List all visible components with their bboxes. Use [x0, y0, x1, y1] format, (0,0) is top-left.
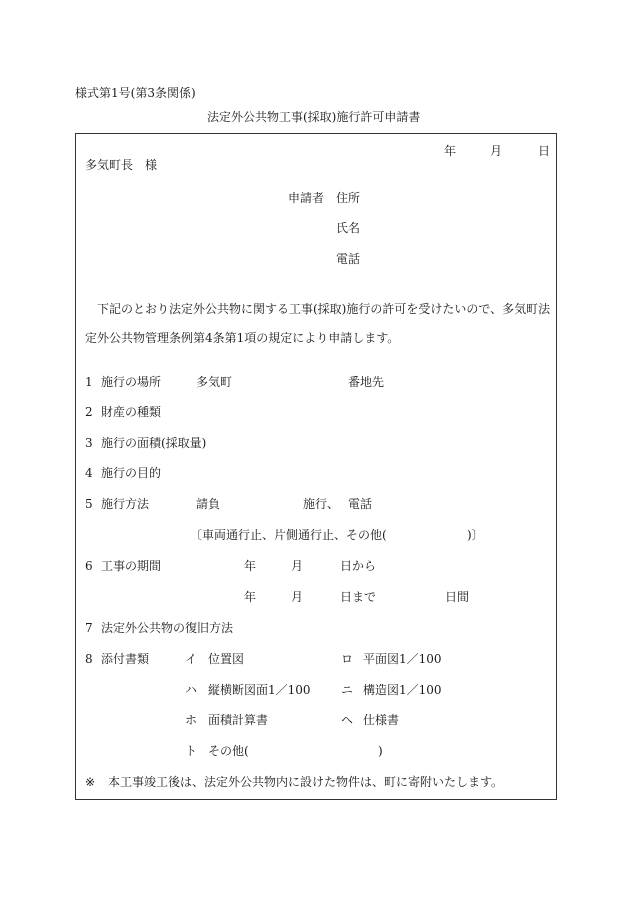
- item-2-number: 2: [85, 405, 93, 419]
- doc-name-ni: 構造図1／100: [363, 683, 442, 697]
- item-5-phone: 電話: [348, 497, 373, 511]
- item-3-label: 施行の面積(採取量): [101, 436, 207, 450]
- item-4-number: 4: [85, 466, 93, 480]
- item-5-number: 5: [85, 497, 93, 511]
- addressee: 多気町長 様: [85, 158, 158, 172]
- item-5-contract: 請負: [196, 497, 221, 511]
- doc-name-ro: 平面図1／100: [363, 652, 442, 666]
- doc-key-to: ト: [185, 744, 198, 758]
- item-3-number: 3: [85, 436, 93, 450]
- note-text: 本工事竣工後は、法定外公共物内に設けた物件は、町に寄附いたします。: [108, 775, 504, 789]
- item-1-label: 施行の場所: [101, 375, 162, 389]
- item-6-label: 工事の期間: [101, 559, 162, 573]
- applicant-name-label: 氏名: [336, 221, 361, 235]
- doc-key-ho: ホ: [185, 713, 198, 727]
- applicant-address-label: 住所: [336, 191, 361, 205]
- item-6-from-year: 年: [244, 559, 257, 573]
- item-5-options: 〔車両通行止、片側通行止、その他(: [190, 528, 387, 542]
- item-6-until-year: 年: [244, 590, 257, 604]
- date-month: 月: [490, 144, 503, 158]
- doc-name-to: その他(: [208, 744, 249, 758]
- date-year: 年: [444, 144, 457, 158]
- item-1-town: 多気町: [196, 375, 233, 389]
- item-7-label: 法定外公共物の復旧方法: [101, 621, 234, 635]
- doc-name-ha: 縦横断図面1／100: [208, 683, 311, 697]
- item-6-from-month: 月: [291, 559, 304, 573]
- doc-key-i: イ: [185, 652, 198, 666]
- doc-name-he: 仕様書: [363, 713, 400, 727]
- item-6-until-day: 日まで: [340, 590, 377, 604]
- doc-name-i: 位置図: [208, 652, 245, 666]
- doc-key-ha: ハ: [185, 683, 198, 697]
- doc-other-end: ): [378, 744, 383, 758]
- item-1-number: 1: [85, 375, 93, 389]
- item-2-label: 財産の種類: [101, 405, 162, 419]
- item-7-number: 7: [85, 621, 93, 635]
- doc-key-ni: ニ: [341, 683, 354, 697]
- form-number: 様式第1号(第3条関係): [75, 86, 196, 100]
- item-6-days: 日間: [445, 590, 470, 604]
- item-6-until-month: 月: [291, 590, 304, 604]
- doc-key-he: ヘ: [341, 713, 354, 727]
- document-title: 法定外公共物工事(採取)施行許可申請書: [207, 110, 421, 124]
- item-1-suffix: 番地先: [348, 375, 385, 389]
- item-8-number: 8: [85, 652, 93, 666]
- item-5-options-end: )〕: [467, 528, 484, 542]
- item-8-label: 添付書類: [101, 652, 150, 666]
- request-paragraph: 下記のとおり法定外公共物に関する工事(採取)施行の許可を受けたいので、多気町法定外公共物管理条例第4条第1項の規定により申請します。: [85, 302, 551, 345]
- applicant-label: 申請者: [288, 191, 325, 205]
- item-6-number: 6: [85, 559, 93, 573]
- item-4-label: 施行の目的: [101, 466, 162, 480]
- note-mark: ※: [85, 775, 96, 789]
- item-6-from-day: 日から: [340, 559, 377, 573]
- item-5-construction: 施行、: [303, 497, 340, 511]
- applicant-phone-label: 電話: [336, 252, 361, 266]
- doc-name-ho: 面積計算書: [208, 713, 269, 727]
- date-day: 日: [538, 144, 551, 158]
- item-5-label: 施行方法: [101, 497, 150, 511]
- doc-key-ro: ロ: [341, 652, 354, 666]
